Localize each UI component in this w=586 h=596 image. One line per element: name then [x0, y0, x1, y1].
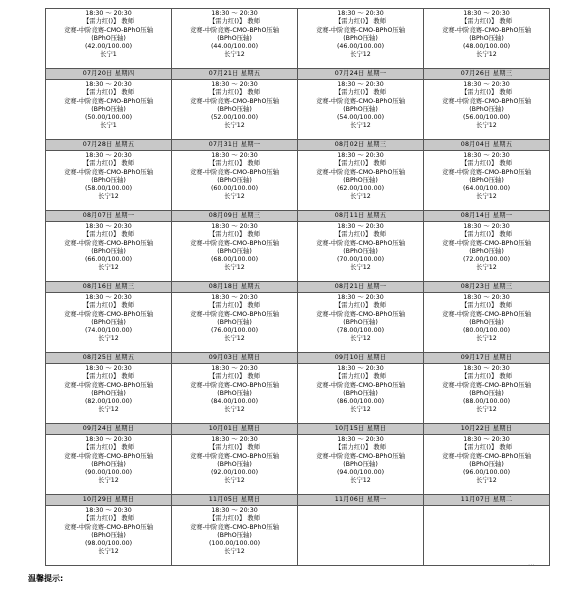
session-teacher: 【雷力红()】 教师 [335, 302, 386, 310]
date-header-cell: 09月24日 星期日 [46, 424, 172, 435]
session-cell [46, 222, 172, 282]
session-campus: 长宁12 [224, 406, 245, 414]
session-cell [46, 506, 172, 566]
session-progress: (68.00/100.00) [210, 256, 259, 264]
session-time: 18:30 ～ 20:30 [211, 507, 258, 514]
session-course: 竞赛-中阶竞赛-CMO-BPhO压轴 [190, 452, 279, 460]
session-progress: (94.00/100.00) [336, 469, 385, 477]
session-time: 18:30 ～ 20:30 [211, 436, 258, 443]
session-teacher: 【雷力红()】 教师 [83, 18, 134, 26]
session-course: 竞赛-中阶竞赛-CMO-BPhO压轴 [442, 97, 531, 105]
date-header-cell: 07月31日 星期一 [172, 140, 298, 151]
session-cell [298, 293, 424, 353]
session-campus: 长宁12 [98, 406, 119, 414]
date-header-cell: 11月05日 星期日 [172, 495, 298, 506]
date-header-row [46, 424, 550, 435]
session-row [46, 151, 550, 211]
session-course: 竞赛-中阶竞赛-CMO-BPhO压轴 [190, 97, 279, 105]
session-row [46, 222, 550, 282]
session-progress: (56.00/100.00) [462, 114, 511, 122]
empty-cell [298, 506, 424, 566]
session-progress: (84.00/100.00) [210, 398, 259, 406]
session-course: 竞赛-中阶竞赛-CMO-BPhO压轴 [316, 381, 405, 389]
date-header-row [46, 69, 550, 80]
session-progress: (80.00/100.00) [462, 327, 511, 335]
session-level: (BPhO压轴) [343, 460, 378, 468]
session-progress: (44.00/100.00) [210, 43, 259, 51]
session-cell [424, 80, 550, 140]
session-course: 竞赛-中阶竞赛-CMO-BPhO压轴 [64, 26, 153, 34]
session-course: 竞赛-中阶竞赛-CMO-BPhO压轴 [64, 452, 153, 460]
session-row [46, 506, 550, 566]
session-time: 18:30 ～ 20:30 [211, 152, 258, 159]
date-header-row [46, 140, 550, 151]
session-progress: (50.00/100.00) [84, 114, 133, 122]
session-course: 竞赛-中阶竞赛-CMO-BPhO压轴 [442, 381, 531, 389]
session-time: 18:30 ～ 20:30 [211, 223, 258, 230]
date-header-cell: 11月07日 星期二 [424, 495, 550, 506]
session-level: (BPhO压轴) [343, 247, 378, 255]
session-campus: 长宁12 [476, 193, 497, 201]
session-teacher: 【雷力红()】 教师 [209, 18, 260, 26]
session-level: (BPhO压轴) [91, 34, 126, 42]
session-progress: (58.00/100.00) [84, 185, 133, 193]
session-level: (BPhO压轴) [91, 247, 126, 255]
session-progress: (88.00/100.00) [462, 398, 511, 406]
session-level: (BPhO压轴) [217, 247, 252, 255]
session-course: 竞赛-中阶竞赛-CMO-BPhO压轴 [316, 26, 405, 34]
session-course: 竞赛-中阶竞赛-CMO-BPhO压轴 [316, 239, 405, 247]
session-course: 竞赛-中阶竞赛-CMO-BPhO压轴 [442, 26, 531, 34]
session-teacher: 【雷力红()】 教师 [83, 89, 134, 97]
session-cell [46, 9, 172, 69]
session-level: (BPhO压轴) [343, 318, 378, 326]
session-campus: 长宁12 [224, 264, 245, 272]
session-cell [46, 364, 172, 424]
session-time: 18:30 ～ 20:30 [463, 223, 510, 230]
session-time: 18:30 ～ 20:30 [463, 294, 510, 301]
session-cell [172, 222, 298, 282]
session-course: 竞赛-中阶竞赛-CMO-BPhO压轴 [64, 239, 153, 247]
session-cell [298, 80, 424, 140]
session-teacher: 【雷力红()】 教师 [209, 160, 260, 168]
session-course: 竞赛-中阶竞赛-CMO-BPhO压轴 [316, 168, 405, 176]
session-time: 18:30 ～ 20:30 [463, 365, 510, 372]
session-time: 18:30 ～ 20:30 [337, 365, 384, 372]
date-header-cell: 08月04日 星期五 [424, 140, 550, 151]
session-level: (BPhO压轴) [469, 460, 504, 468]
session-progress: (86.00/100.00) [336, 398, 385, 406]
date-header-cell: 08月09日 星期三 [172, 211, 298, 222]
session-progress: (52.00/100.00) [210, 114, 259, 122]
session-campus: 长宁12 [224, 477, 245, 485]
date-header-cell: 08月07日 星期一 [46, 211, 172, 222]
session-level: (BPhO压轴) [469, 176, 504, 184]
session-cell [172, 435, 298, 495]
session-campus: 长宁12 [476, 122, 497, 130]
session-level: (BPhO压轴) [469, 34, 504, 42]
session-teacher: 【雷力红()】 教师 [335, 18, 386, 26]
session-teacher: 【雷力红()】 教师 [209, 373, 260, 381]
session-time: 18:30 ～ 20:30 [85, 152, 132, 159]
date-header-cell: 08月21日 星期一 [298, 282, 424, 293]
date-header-row [46, 211, 550, 222]
date-header-cell: 08月23日 星期三 [424, 282, 550, 293]
session-course: 竞赛-中阶竞赛-CMO-BPhO压轴 [442, 239, 531, 247]
session-progress: (62.00/100.00) [336, 185, 385, 193]
session-course: 竞赛-中阶竞赛-CMO-BPhO压轴 [442, 452, 531, 460]
session-level: (BPhO压轴) [91, 105, 126, 113]
date-header-cell: 07月26日 星期三 [424, 69, 550, 80]
session-teacher: 【雷力红()】 教师 [461, 89, 512, 97]
session-teacher: 【雷力红()】 教师 [461, 231, 512, 239]
session-campus: 长宁12 [98, 477, 119, 485]
session-campus: 长宁12 [476, 335, 497, 343]
session-cell [46, 80, 172, 140]
session-campus: 长宁12 [224, 122, 245, 130]
session-campus: 长宁12 [350, 335, 371, 343]
session-cell [46, 435, 172, 495]
session-teacher: 【雷力红()】 教师 [83, 302, 134, 310]
session-campus: 长宁12 [224, 335, 245, 343]
date-header-cell: 07月24日 星期一 [298, 69, 424, 80]
session-row [46, 9, 550, 69]
session-level: (BPhO压轴) [217, 531, 252, 539]
session-level: (BPhO压轴) [217, 176, 252, 184]
session-campus: 长宁12 [224, 548, 245, 556]
session-progress: (98.00/100.00) [84, 540, 133, 548]
session-cell [424, 9, 550, 69]
session-course: 竞赛-中阶竞赛-CMO-BPhO压轴 [64, 168, 153, 176]
session-teacher: 【雷力红()】 教师 [461, 302, 512, 310]
session-course: 竞赛-中阶竞赛-CMO-BPhO压轴 [190, 310, 279, 318]
session-progress: (42.00/100.00) [84, 43, 133, 51]
session-row [46, 364, 550, 424]
session-course: 竞赛-中阶竞赛-CMO-BPhO压轴 [64, 310, 153, 318]
session-cell [298, 364, 424, 424]
session-teacher: 【雷力红()】 教师 [461, 160, 512, 168]
date-header-row [46, 282, 550, 293]
session-cell [298, 435, 424, 495]
session-level: (BPhO压轴) [217, 389, 252, 397]
date-header-cell: 09月10日 星期日 [298, 353, 424, 364]
session-cell [46, 151, 172, 211]
session-progress: (74.00/100.00) [84, 327, 133, 335]
session-cell [298, 222, 424, 282]
session-course: 竞赛-中阶竞赛-CMO-BPhO压轴 [190, 168, 279, 176]
date-header-cell: 09月17日 星期日 [424, 353, 550, 364]
session-campus: 长宁1 [100, 122, 117, 130]
session-teacher: 【雷力红()】 教师 [209, 302, 260, 310]
session-level: (BPhO压轴) [343, 34, 378, 42]
session-time: 18:30 ～ 20:30 [85, 365, 132, 372]
session-teacher: 【雷力红()】 教师 [335, 373, 386, 381]
date-header-cell: 10月15日 星期日 [298, 424, 424, 435]
session-teacher: 【雷力红()】 教师 [335, 444, 386, 452]
session-time: 18:30 ～ 20:30 [85, 294, 132, 301]
session-campus: 长宁12 [98, 264, 119, 272]
session-time: 18:30 ～ 20:30 [211, 10, 258, 17]
session-time: 18:30 ～ 20:30 [85, 223, 132, 230]
session-cell [424, 435, 550, 495]
session-level: (BPhO压轴) [469, 318, 504, 326]
session-cell [424, 151, 550, 211]
session-teacher: 【雷力红()】 教师 [83, 515, 134, 523]
session-teacher: 【雷力红()】 教师 [209, 231, 260, 239]
session-course: 竞赛-中阶竞赛-CMO-BPhO压轴 [190, 26, 279, 34]
session-cell [172, 9, 298, 69]
session-row [46, 435, 550, 495]
date-header-cell: 09月03日 星期日 [172, 353, 298, 364]
session-level: (BPhO压轴) [343, 389, 378, 397]
session-cell [298, 151, 424, 211]
session-teacher: 【雷力红()】 教师 [209, 515, 260, 523]
session-campus: 长宁12 [98, 193, 119, 201]
session-course: 竞赛-中阶竞赛-CMO-BPhO压轴 [190, 239, 279, 247]
session-level: (BPhO压轴) [217, 34, 252, 42]
date-header-cell: 07月21日 星期五 [172, 69, 298, 80]
date-header-cell: 08月16日 星期三 [46, 282, 172, 293]
session-row [46, 293, 550, 353]
date-header-row [46, 353, 550, 364]
session-progress: (90.00/100.00) [84, 469, 133, 477]
session-level: (BPhO压轴) [469, 105, 504, 113]
session-course: 竞赛-中阶竞赛-CMO-BPhO压轴 [442, 168, 531, 176]
date-header-cell: 08月11日 星期五 [298, 211, 424, 222]
session-time: 18:30 ～ 20:30 [85, 10, 132, 17]
session-time: 18:30 ～ 20:30 [85, 81, 132, 88]
session-cell [424, 364, 550, 424]
session-campus: 长宁12 [476, 406, 497, 414]
date-header-cell: 08月14日 星期一 [424, 211, 550, 222]
session-teacher: 【雷力红()】 教师 [461, 18, 512, 26]
session-progress: (96.00/100.00) [462, 469, 511, 477]
date-header-row [46, 495, 550, 506]
session-progress: (64.00/100.00) [462, 185, 511, 193]
session-campus: 长宁12 [350, 264, 371, 272]
session-teacher: 【雷力红()】 教师 [335, 89, 386, 97]
session-cell [46, 293, 172, 353]
date-header-cell: 08月18日 星期五 [172, 282, 298, 293]
session-level: (BPhO压轴) [469, 247, 504, 255]
session-campus: 长宁12 [476, 477, 497, 485]
session-progress: (66.00/100.00) [84, 256, 133, 264]
session-teacher: 【雷力红()】 教师 [83, 160, 134, 168]
session-course: 竞赛-中阶竞赛-CMO-BPhO压轴 [64, 97, 153, 105]
session-campus: 长宁12 [350, 122, 371, 130]
session-cell [172, 364, 298, 424]
session-campus: 长宁12 [350, 406, 371, 414]
session-teacher: 【雷力红()】 教师 [83, 373, 134, 381]
session-campus: 长宁12 [350, 193, 371, 201]
session-teacher: 【雷力红()】 教师 [461, 373, 512, 381]
schedule-table [45, 8, 550, 566]
session-campus: 长宁12 [98, 548, 119, 556]
date-header-cell: 10月29日 星期日 [46, 495, 172, 506]
watermark: ··· [528, 561, 535, 569]
session-progress: (92.00/100.00) [210, 469, 259, 477]
session-teacher: 【雷力红()】 教师 [83, 231, 134, 239]
session-time: 18:30 ～ 20:30 [337, 436, 384, 443]
session-course: 竞赛-中阶竞赛-CMO-BPhO压轴 [64, 523, 153, 531]
session-teacher: 【雷力红()】 教师 [209, 89, 260, 97]
session-level: (BPhO压轴) [217, 105, 252, 113]
session-campus: 长宁1 [100, 51, 117, 59]
session-level: (BPhO压轴) [91, 460, 126, 468]
session-level: (BPhO压轴) [91, 176, 126, 184]
session-row [46, 80, 550, 140]
date-header-cell: 11月06日 星期一 [298, 495, 424, 506]
session-progress: (72.00/100.00) [462, 256, 511, 264]
session-teacher: 【雷力红()】 教师 [461, 444, 512, 452]
session-time: 18:30 ～ 20:30 [211, 81, 258, 88]
session-cell [298, 9, 424, 69]
session-level: (BPhO压轴) [343, 105, 378, 113]
date-header-cell: 07月28日 星期五 [46, 140, 172, 151]
session-level: (BPhO压轴) [91, 531, 126, 539]
session-campus: 长宁12 [350, 477, 371, 485]
date-header-cell: 07月20日 星期四 [46, 69, 172, 80]
session-level: (BPhO压轴) [469, 389, 504, 397]
tips-label: 温馨提示: [28, 574, 64, 583]
session-time: 18:30 ～ 20:30 [463, 436, 510, 443]
session-campus: 长宁12 [224, 51, 245, 59]
session-teacher: 【雷力红()】 教师 [335, 231, 386, 239]
session-level: (BPhO压轴) [217, 318, 252, 326]
session-progress: (48.00/100.00) [462, 43, 511, 51]
date-header-cell: 10月22日 星期日 [424, 424, 550, 435]
session-progress: (76.00/100.00) [210, 327, 259, 335]
session-time: 18:30 ～ 20:30 [337, 152, 384, 159]
session-cell [172, 293, 298, 353]
session-course: 竞赛-中阶竞赛-CMO-BPhO压轴 [64, 381, 153, 389]
session-time: 18:30 ～ 20:30 [337, 294, 384, 301]
session-progress: (82.00/100.00) [84, 398, 133, 406]
session-time: 18:30 ～ 20:30 [211, 365, 258, 372]
session-course: 竞赛-中阶竞赛-CMO-BPhO压轴 [442, 310, 531, 318]
session-course: 竞赛-中阶竞赛-CMO-BPhO压轴 [316, 97, 405, 105]
session-time: 18:30 ～ 20:30 [463, 10, 510, 17]
session-level: (BPhO压轴) [91, 318, 126, 326]
date-header-cell: 08月25日 星期五 [46, 353, 172, 364]
session-time: 18:30 ～ 20:30 [337, 81, 384, 88]
session-teacher: 【雷力红()】 教师 [83, 444, 134, 452]
session-time: 18:30 ～ 20:30 [337, 10, 384, 17]
session-time: 18:30 ～ 20:30 [463, 81, 510, 88]
session-level: (BPhO压轴) [343, 176, 378, 184]
session-level: (BPhO压轴) [91, 389, 126, 397]
session-progress: (46.00/100.00) [336, 43, 385, 51]
session-campus: 长宁12 [224, 193, 245, 201]
session-time: 18:30 ～ 20:30 [85, 436, 132, 443]
session-course: 竞赛-中阶竞赛-CMO-BPhO压轴 [190, 523, 279, 531]
session-campus: 长宁12 [476, 51, 497, 59]
session-time: 18:30 ～ 20:30 [463, 152, 510, 159]
session-cell [424, 293, 550, 353]
empty-cell [424, 506, 550, 566]
session-cell [424, 222, 550, 282]
session-progress: (78.00/100.00) [336, 327, 385, 335]
session-campus: 长宁12 [476, 264, 497, 272]
session-time: 18:30 ～ 20:30 [337, 223, 384, 230]
session-progress: (100.00/100.00) [208, 540, 261, 548]
session-campus: 长宁12 [98, 335, 119, 343]
date-header-cell: 10月01日 星期日 [172, 424, 298, 435]
session-teacher: 【雷力红()】 教师 [335, 160, 386, 168]
session-cell [172, 506, 298, 566]
session-time: 18:30 ～ 20:30 [211, 294, 258, 301]
session-campus: 长宁12 [350, 51, 371, 59]
session-progress: (70.00/100.00) [336, 256, 385, 264]
session-course: 竞赛-中阶竞赛-CMO-BPhO压轴 [190, 381, 279, 389]
session-progress: (60.00/100.00) [210, 185, 259, 193]
session-level: (BPhO压轴) [217, 460, 252, 468]
date-header-cell: 08月02日 星期三 [298, 140, 424, 151]
session-progress: (54.00/100.00) [336, 114, 385, 122]
session-course: 竞赛-中阶竞赛-CMO-BPhO压轴 [316, 452, 405, 460]
session-course: 竞赛-中阶竞赛-CMO-BPhO压轴 [316, 310, 405, 318]
session-teacher: 【雷力红()】 教师 [209, 444, 260, 452]
session-cell [172, 151, 298, 211]
session-time: 18:30 ～ 20:30 [85, 507, 132, 514]
session-cell [172, 80, 298, 140]
